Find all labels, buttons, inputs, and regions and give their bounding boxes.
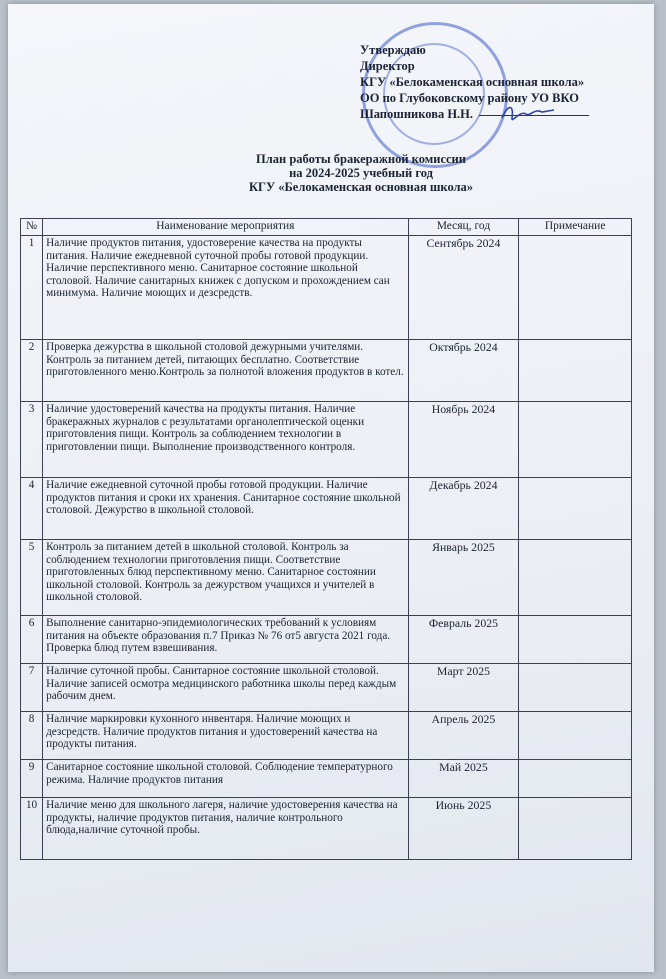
row-name: Контроль за питанием детей в школьной столовой. Контроль за соблюдением технологии приготовления пищи. Соответствие приготовленных блюд перспективному меню. Санитарное состоянии школьной столовой. Контроль за дежурством учащихся и учителей в школьной столовой.	[43, 540, 409, 616]
row-num: 6	[21, 616, 43, 664]
approval-line: ОО по Глубоковскому району УО ВКО	[360, 91, 579, 105]
table-row	[21, 402, 632, 478]
row-name: Наличие суточной пробы. Санитарное состояние школьной столовой. Наличие записей осмотра медицинского работника школы перед каждым рабочим днем.	[43, 664, 409, 712]
approval-line: Директор	[360, 59, 415, 73]
row-name: Выполнение санитарно-эпидемиологических требований к условиям питания на объекте образования п.7 Приказ № 76 от5 августа 2021 года. Проверка блюд путем взвешивания.	[43, 616, 409, 664]
table-row	[21, 236, 632, 340]
table-row	[21, 664, 632, 712]
approval-line: КГУ «Белокаменская основная школа»	[360, 75, 585, 89]
approval-line: Утверждаю	[360, 43, 426, 57]
row-note	[519, 540, 632, 616]
row-note	[519, 402, 632, 478]
title-line: на 2024-2025 учебный год	[289, 166, 433, 180]
director-name: Шапошникова Н.Н.	[360, 107, 474, 121]
row-name: Наличие удостоверений качества на продукты питания. Наличие бракеражных журналов с результатами органолептической оценки приготовления пищи. Контроль за соблюдением технологии в приготовлении пищи. Выполнение производственного контроля.	[43, 402, 409, 478]
row-name: Санитарное состояние школьной столовой. Соблюдение температурного режима. Наличие продуктов питания	[43, 760, 409, 798]
table-row	[21, 712, 632, 760]
row-month: Декабрь 2024	[408, 478, 519, 540]
row-note	[519, 798, 632, 860]
row-num: 5	[21, 540, 43, 616]
plan-table	[20, 218, 632, 860]
table-row	[21, 478, 632, 540]
table-row	[21, 616, 632, 664]
row-num: 7	[21, 664, 43, 712]
row-month: Октябрь 2024	[408, 340, 519, 402]
document-title	[8, 152, 654, 194]
row-note	[519, 664, 632, 712]
row-note	[519, 616, 632, 664]
row-note	[519, 478, 632, 540]
row-month: Март 2025	[408, 664, 519, 712]
row-num: 10	[21, 798, 43, 860]
row-month: Сентябрь 2024	[408, 236, 519, 340]
title-line: План работы бракеражной комиссии	[256, 152, 466, 166]
row-num: 8	[21, 712, 43, 760]
title-line: КГУ «Белокаменская основная школа»	[248, 180, 474, 194]
row-note	[519, 712, 632, 760]
row-note	[519, 340, 632, 402]
row-num: 9	[21, 760, 43, 798]
row-note	[519, 760, 632, 798]
row-num: 2	[21, 340, 43, 402]
table-row	[21, 760, 632, 798]
row-num: 3	[21, 402, 43, 478]
row-name: Наличие меню для школьного лагеря, наличие удостоверения качества на продукты, наличие продуктов питания, наличие контрольного блюда,наличие суточной пробы.	[43, 798, 409, 860]
table-row	[21, 340, 632, 402]
handwritten-signature	[498, 100, 558, 126]
row-note	[519, 236, 632, 340]
row-name: Проверка дежурства в школьной столовой дежурными учителями. Контроль за питанием детей, питающих бесплатно. Соответствие приготовленного меню.Контроль за полнотой вложения продуктов в котел.	[43, 340, 409, 402]
row-month: Февраль 2025	[408, 616, 519, 664]
table-row	[21, 540, 632, 616]
header-name: Наименование мероприятия	[43, 219, 409, 236]
header-note: Примечание	[519, 219, 632, 236]
document-page	[8, 4, 654, 972]
row-num: 4	[21, 478, 43, 540]
row-month: Май 2025	[408, 760, 519, 798]
row-name: Наличие продуктов питания, удостоверение качества на продукты питания. Наличие ежедневной суточной пробы готовой продукции. Наличие перспективного меню. Санитарное состояние школьной столовой. Наличие санитарных книжек с допуском и прохождением сан минимума. Наличие моющих и дезсредств.	[43, 236, 409, 340]
row-name: Наличие маркировки кухонного инвентаря. Наличие моющих и дезсредств. Наличие продуктов питания и удостоверений качества на продукты питания.	[43, 712, 409, 760]
row-month: Январь 2025	[408, 540, 519, 616]
table-header-row	[21, 219, 632, 236]
row-month: Апрель 2025	[408, 712, 519, 760]
header-month: Месяц, год	[408, 219, 519, 236]
row-month: Ноябрь 2024	[408, 402, 519, 478]
row-month: Июнь 2025	[408, 798, 519, 860]
row-name: Наличие ежедневной суточной пробы готовой продукции. Наличие продуктов питания и сроки их хранения. Санитарное состояние школьной столовой. Дежурство в школьной столовой.	[43, 478, 409, 540]
row-num: 1	[21, 236, 43, 340]
header-num: №	[21, 219, 43, 236]
table-row	[21, 798, 632, 860]
